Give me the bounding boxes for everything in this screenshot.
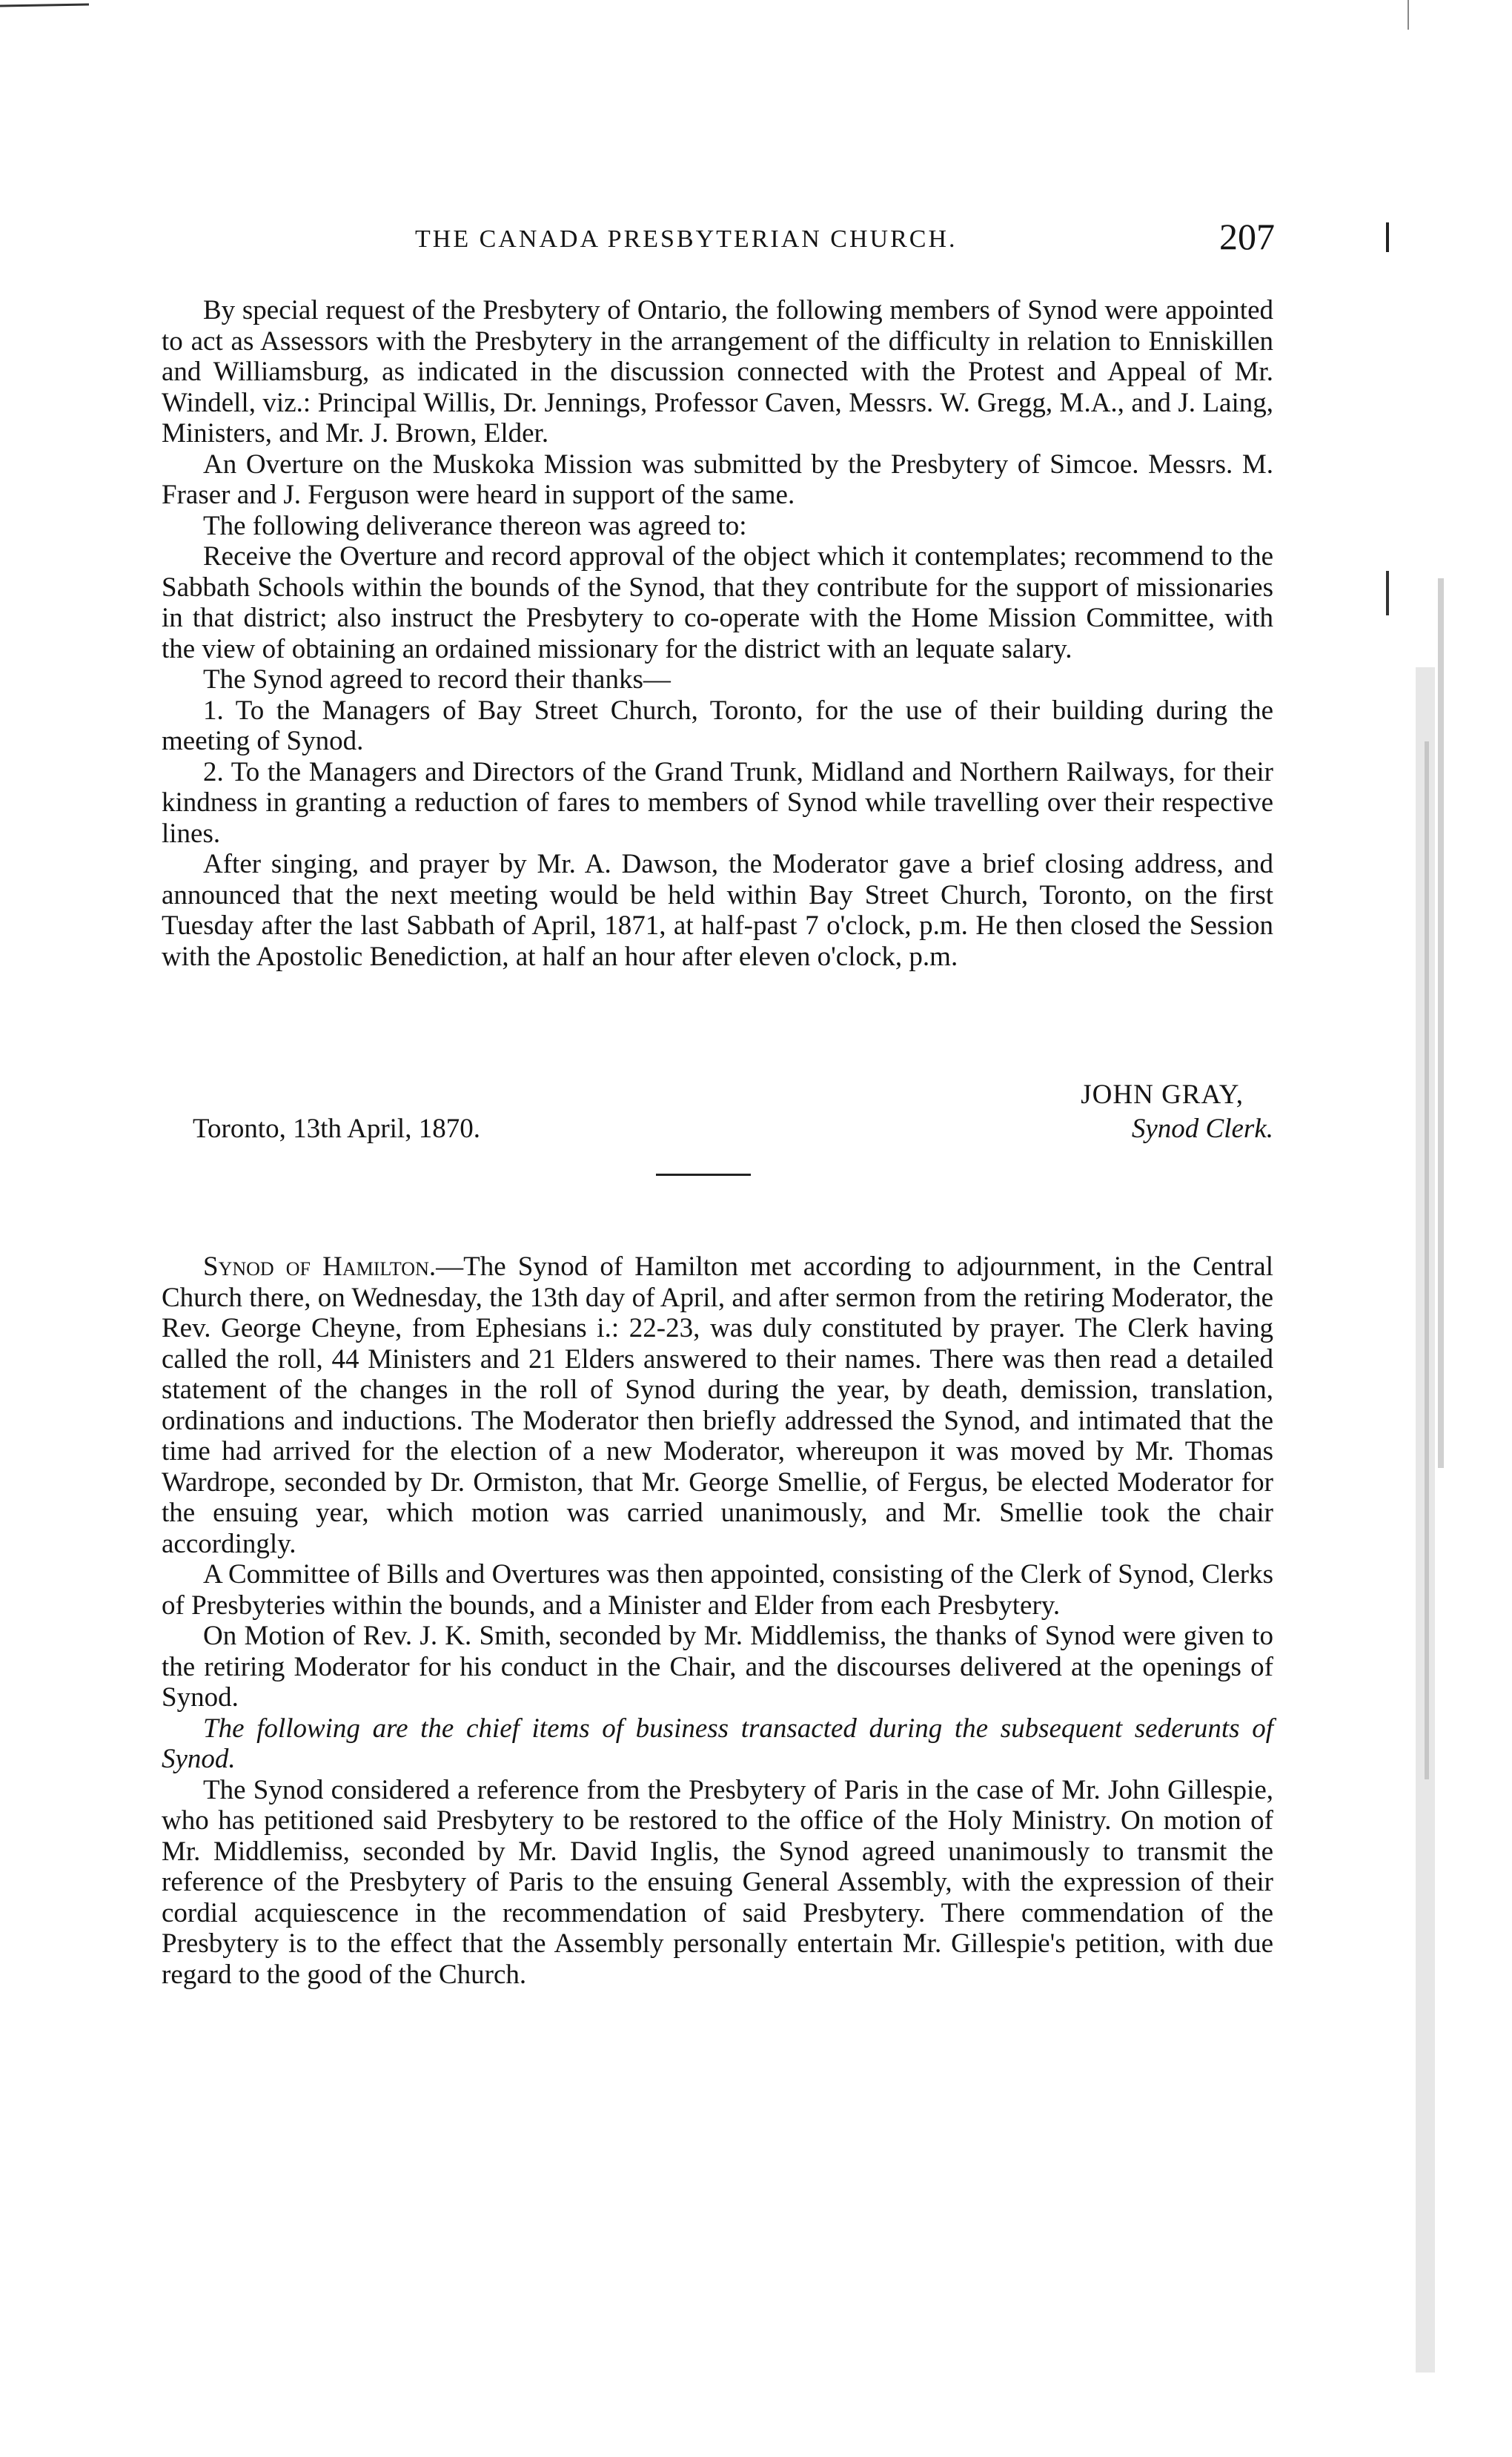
paragraph-thanks-intro: The Synod agreed to record their thanks— (203, 664, 671, 695)
running-title: THE CANADA PRESBYTERIAN CHURCH. (415, 225, 958, 253)
running-head (159, 215, 1275, 259)
paragraph-chief-items: The following are the chief items of business transacted during the subsequent sederunts of Synod. (162, 1713, 1273, 1774)
paragraph-assessors: By special request of the Presbytery of Ontario, the following members of Synod were appointed to act as Assessors with the Presbytery in the arrangement of the difficulty in relation to Enniskillen and Williamsburg, as indicated in the discussion connected with the Protest and Appeal of Mr. Windell, viz.: Principal Willis, Dr. Jennings, Professor Caven, Messrs. W. Gregg, M.A., and J. Laing, Ministers, and Mr. J. Brown, Elder. (162, 295, 1273, 449)
paragraph-gillespie: The Synod considered a reference from the Presbytery of Paris in the case of Mr. John Gillespie, who has petitioned said Presbytery to be restored to the office of the Holy Ministry. On motion of Mr. Middlemiss, seconded by Mr. David Inglis, the Synod agreed unanimously to transmit the reference of the Presbytery of Paris to the ensuing General Assembly, with the expression of their cordial acquiescence in the recommendation of said Presbytery. There commendation of the Presbytery is to the effect that the Assembly personally entertain Mr. Gillespie's petition, with due regard to the good of the Church. (162, 1774, 1273, 1990)
paragraph-deliverance: Receive the Overture and record approval of the object which it contemplates; recommend to the Sabbath Schools within the bounds of the Synod, that they contribute for the support of missionaries in that district; also instruct the Presbytery to co-operate with the Home Mission Committee, with the view of obtaining an ordained missionary for the district with an lequate salary. (162, 541, 1273, 664)
paragraph-hamilton-opening-text: —The Synod of Hamilton met according to adjournment, in the Central Church there, on Wednesday, the 13th day of April, and after sermon from the retiring Moderator, the Rev. George Cheyne, from Ephesians i.: 22-23, was duly constituted by prayer. The Clerk having called the roll, 44 Ministers and 21 Elders answered to their names. There was then read a detailed statement of the changes in the roll of Synod during the year, by death, demission, translation, ordinations and inductions. The Moderator then briefly addressed the Synod, and intimated that the time had arrived for the election of a new Moderator, whereupon it was moved by Mr. Thomas Wardrope, seconded by Dr. Ormiston, that Mr. George Smellie, of Fergus, be elected Moderator for the ensuing year, which motion was carried unanimously, and Mr. Smellie took the chair accordingly. (162, 1251, 1273, 1559)
paragraph-thanks-1: 1. To the Managers of Bay Street Church, Toronto, for the use of their building during the meeting of Synod. (162, 695, 1273, 756)
paragraph-deliverance-intro: The following deliverance thereon was agreed to: (203, 510, 747, 541)
signature-place-date: Toronto, 13th April, 1870. (193, 1114, 480, 1144)
paragraph-thanks-2: 2. To the Managers and Directors of the Grand Trunk, Midland and Northern Railways, for their kindness in granting a reduction of fares to members of Synod while travelling over their respective lines. (162, 756, 1273, 849)
section-divider (656, 1174, 751, 1176)
paragraph-hamilton-opening (162, 1251, 1273, 1559)
paragraph-muskoka-overture: An Overture on the Muskoka Mission was submitted by the Presbytery of Simcoe. Messrs. M. Fraser and J. Ferguson were heard in support of the same. (162, 449, 1273, 510)
signature-name: JOHN GRAY, (1081, 1079, 1244, 1110)
section-synod-of-hamilton (162, 1251, 1273, 1990)
paragraph-thanks-moderator: On Motion of Rev. J. K. Smith, seconded by Mr. Middlemiss, the thanks of Synod were given to the retiring Moderator for his conduct in the Chair, and the discourses delivered at the openings of Synod. (162, 1621, 1273, 1713)
section-ontario-assessors (162, 295, 1273, 972)
signature-title: Synod Clerk. (1131, 1114, 1273, 1144)
paragraph-closing: After singing, and prayer by Mr. A. Dawson, the Moderator gave a brief closing address, and announced that the next meeting would be held within Bay Street Church, Toronto, on the first Tuesday after the last Sabbath of April, 1871, at half-past 7 o'clock, p.m. He then closed the Session with the Apostolic Benediction, at half an hour after eleven o'clock, p.m. (162, 849, 1273, 972)
section-lead: Synod of Hamilton. (203, 1251, 437, 1282)
signature-block (162, 1079, 1273, 1150)
page-number: 207 (1219, 216, 1275, 257)
paragraph-bills-committee: A Committee of Bills and Overtures was then appointed, consisting of the Clerk of Synod, Clerks of Presbyteries within the bounds, and a Minister and Elder from each Presbytery. (162, 1559, 1273, 1621)
